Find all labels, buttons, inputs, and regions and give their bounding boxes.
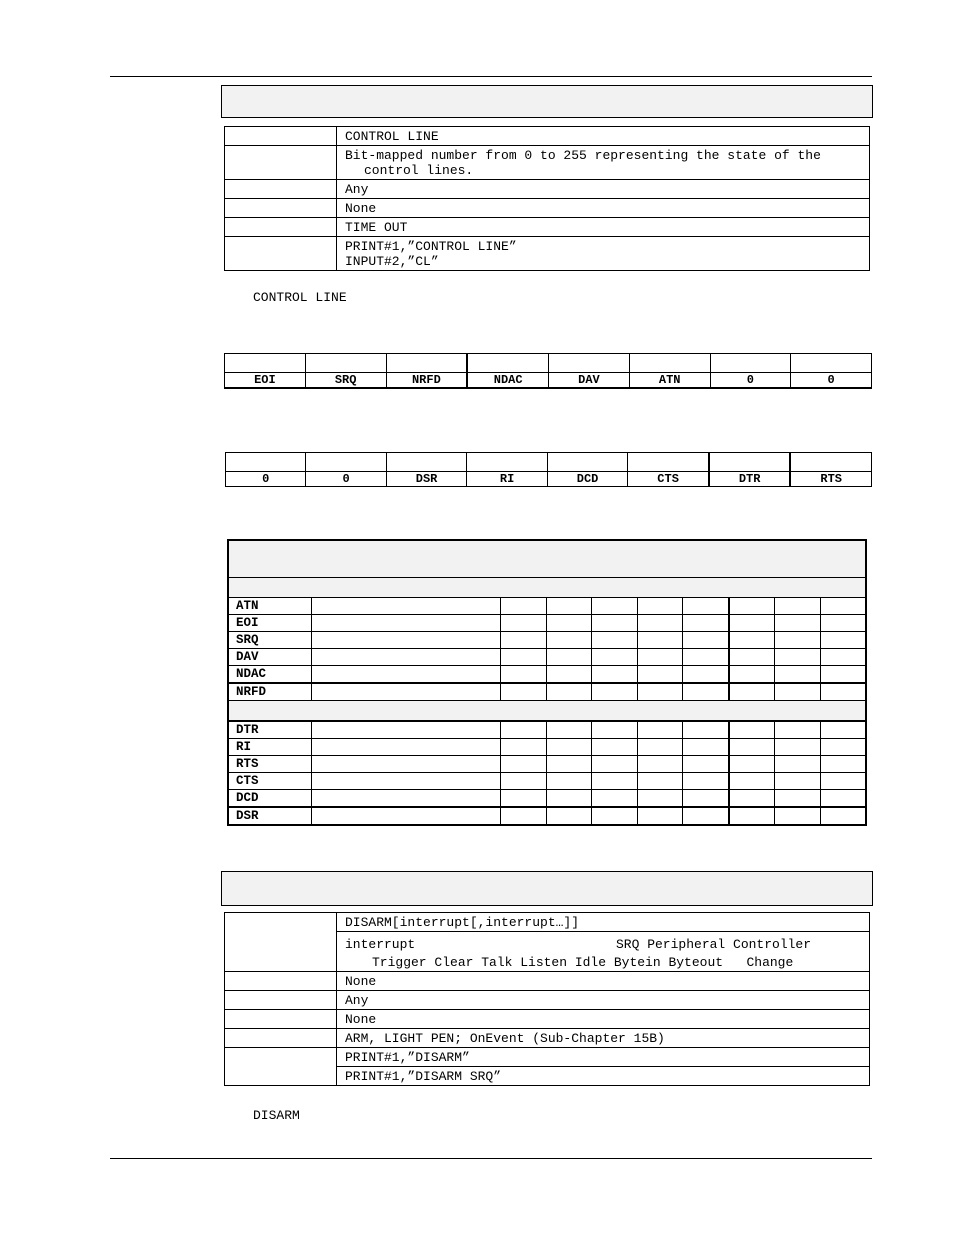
line-name: DCD: [228, 790, 312, 808]
bit-cell: DSR: [386, 472, 467, 487]
table-cell: [637, 721, 682, 739]
table-cell: [820, 632, 866, 649]
table-cell: [729, 756, 775, 773]
mode-value: Any: [337, 991, 870, 1010]
table-cell: [683, 807, 729, 825]
table-cell: [683, 598, 729, 615]
table-cell: [312, 756, 501, 773]
table-cell: [225, 1029, 337, 1048]
table-cell: [225, 199, 337, 218]
syntax-value: CONTROL LINE: [337, 127, 870, 146]
table-cell: [312, 666, 501, 684]
table-cell: [501, 683, 546, 701]
table-cell: [683, 666, 729, 684]
syntax-value: DISARM[interrupt[,interrupt…]]: [337, 913, 870, 932]
control-line-paragraph-keyword: CONTROL LINE: [253, 290, 347, 305]
table-cell: [467, 453, 547, 472]
table-cell: [729, 615, 775, 632]
table-cell: [546, 807, 591, 825]
table-cell: [710, 354, 791, 373]
table-cell: [501, 598, 546, 615]
table-cell: [501, 666, 546, 684]
line-name: NRFD: [228, 683, 312, 701]
table-cell: [592, 666, 637, 684]
table-cell: [592, 773, 637, 790]
table-cell: [546, 666, 591, 684]
table-cell: [312, 773, 501, 790]
table-cell: [629, 354, 710, 373]
table-cell: [592, 756, 637, 773]
table-cell: [306, 453, 386, 472]
table-cell: [546, 790, 591, 808]
table-cell: [820, 756, 866, 773]
table-cell: [775, 666, 820, 684]
table-cell: [775, 632, 820, 649]
table-cell: [225, 146, 337, 180]
table-cell: [228, 540, 866, 578]
table-cell: [775, 721, 820, 739]
table-cell: [683, 790, 729, 808]
table-cell: [637, 807, 682, 825]
table-cell: [549, 354, 630, 373]
table-cell: [820, 649, 866, 666]
control-line-spec-table: [224, 126, 870, 271]
table-cell: [729, 807, 775, 825]
bit-cell: 0: [710, 373, 791, 389]
table-cell: [775, 649, 820, 666]
table-cell: [546, 739, 591, 756]
table-cell: [225, 237, 337, 271]
table-cell: [225, 180, 337, 199]
table-cell: [501, 739, 546, 756]
bit-cell: NRFD: [386, 373, 467, 389]
table-cell: [501, 807, 546, 825]
table-cell: [312, 721, 501, 739]
table-cell: [729, 739, 775, 756]
table-cell: [312, 790, 501, 808]
table-cell: [790, 453, 871, 472]
line-name: DTR: [228, 721, 312, 739]
table-cell: [546, 632, 591, 649]
bus-states-value: None: [337, 1010, 870, 1029]
header-rule: [110, 76, 872, 77]
response-value: Bit-mapped number from 0 to 255 representing the state of the control lines.: [337, 146, 870, 180]
disarm-spec-table: [224, 912, 870, 1086]
table-cell: [592, 790, 637, 808]
bit-cell: DAV: [549, 373, 630, 389]
table-cell: [637, 615, 682, 632]
bit-cell: DTR: [709, 472, 791, 487]
table-cell: [729, 773, 775, 790]
table-cell: [312, 649, 501, 666]
table-cell: [546, 756, 591, 773]
table-cell: [775, 756, 820, 773]
table-cell: [683, 756, 729, 773]
table-cell: [225, 1048, 337, 1086]
table-cell: [683, 649, 729, 666]
table-cell: [683, 632, 729, 649]
table-cell: [312, 807, 501, 825]
table-cell: [501, 756, 546, 773]
table-cell: [775, 598, 820, 615]
table-cell: [305, 354, 386, 373]
table-cell: [820, 721, 866, 739]
table-cell: [683, 683, 729, 701]
table-cell: [637, 790, 682, 808]
table-cell: [225, 991, 337, 1010]
table-cell: [729, 790, 775, 808]
table-cell: [501, 615, 546, 632]
table-cell: [820, 615, 866, 632]
control-line-state-table: [227, 539, 867, 826]
table-cell: [775, 739, 820, 756]
bit-cell: EOI: [225, 373, 306, 389]
table-cell: [637, 649, 682, 666]
table-cell: [729, 649, 775, 666]
table-cell: [546, 773, 591, 790]
see-also-value: TIME OUT: [337, 218, 870, 237]
table-cell: [820, 807, 866, 825]
table-cell: [592, 598, 637, 615]
table-cell: [820, 598, 866, 615]
table-cell: [546, 615, 591, 632]
bit-cell: 0: [791, 373, 872, 389]
control-line-banner: [221, 85, 873, 118]
table-cell: [592, 683, 637, 701]
table-cell: [312, 632, 501, 649]
bit-cell: RI: [467, 472, 547, 487]
table-cell: [775, 807, 820, 825]
table-cell: [683, 773, 729, 790]
disarm-banner: [221, 871, 873, 906]
table-cell: [501, 773, 546, 790]
response-value: None: [337, 972, 870, 991]
table-cell: [729, 666, 775, 684]
see-also-value: ARM, LIGHT PEN; OnEvent (Sub-Chapter 15B): [337, 1029, 870, 1048]
table-cell: [592, 649, 637, 666]
bit-cell: CTS: [628, 472, 709, 487]
table-cell: [709, 453, 791, 472]
table-cell: [501, 649, 546, 666]
table-cell: [312, 615, 501, 632]
footer-rule: [110, 1158, 872, 1159]
table-cell: [637, 773, 682, 790]
table-cell: [592, 632, 637, 649]
line-name: CTS: [228, 773, 312, 790]
table-cell: [225, 972, 337, 991]
bit-cell: 0: [226, 472, 306, 487]
mode-value: Any: [337, 180, 870, 199]
table-cell: [791, 354, 872, 373]
table-cell: [820, 666, 866, 684]
bit-cell: SRQ: [305, 373, 386, 389]
table-cell: [312, 739, 501, 756]
table-cell: [775, 773, 820, 790]
table-cell: [729, 721, 775, 739]
bit-cell: RTS: [790, 472, 871, 487]
table-cell: [501, 721, 546, 739]
table-cell: [775, 615, 820, 632]
line-name: ATN: [228, 598, 312, 615]
table-cell: [226, 453, 306, 472]
table-cell: [225, 127, 337, 146]
table-cell: [386, 453, 467, 472]
example-value: PRINT#1,”DISARM”: [337, 1048, 870, 1067]
table-cell: [637, 756, 682, 773]
table-cell: [729, 632, 775, 649]
serial-bit-map-table: [225, 452, 872, 487]
table-cell: [820, 790, 866, 808]
table-cell: [637, 666, 682, 684]
table-cell: [225, 218, 337, 237]
table-cell: [592, 807, 637, 825]
bit-cell: ATN: [629, 373, 710, 389]
table-cell: [729, 683, 775, 701]
bit-cell: DCD: [547, 472, 628, 487]
disarm-paragraph-keyword: DISARM: [253, 1108, 300, 1123]
table-cell: [683, 721, 729, 739]
table-cell: [546, 683, 591, 701]
table-cell: [637, 739, 682, 756]
table-cell: [386, 354, 467, 373]
table-cell: [501, 632, 546, 649]
table-cell: [546, 649, 591, 666]
table-cell: [628, 453, 709, 472]
table-cell: [820, 739, 866, 756]
table-cell: [592, 615, 637, 632]
table-cell: [729, 598, 775, 615]
examples-value: PRINT#1,”CONTROL LINE” INPUT#2,”CL”: [337, 237, 870, 271]
table-cell: [637, 683, 682, 701]
table-cell: [592, 739, 637, 756]
table-cell: [637, 632, 682, 649]
table-cell: [225, 1010, 337, 1029]
table-cell: [775, 790, 820, 808]
parameter-value: interrupt SRQ Peripheral Controller Trigger Clear Talk Listen Idle Bytein Byteout Change: [337, 932, 870, 972]
table-cell: [820, 683, 866, 701]
table-cell: [467, 354, 548, 373]
table-cell: [683, 615, 729, 632]
bus-states-value: None: [337, 199, 870, 218]
table-cell: [683, 739, 729, 756]
line-name: EOI: [228, 615, 312, 632]
line-name: SRQ: [228, 632, 312, 649]
line-name: DAV: [228, 649, 312, 666]
table-cell: [228, 701, 866, 722]
table-cell: [225, 354, 306, 373]
table-cell: [820, 773, 866, 790]
table-cell: [546, 598, 591, 615]
line-name: RTS: [228, 756, 312, 773]
table-cell: [312, 598, 501, 615]
ieee-bit-map-table: [224, 353, 872, 389]
line-name: NDAC: [228, 666, 312, 684]
table-cell: [546, 721, 591, 739]
line-name: RI: [228, 739, 312, 756]
table-cell: [501, 790, 546, 808]
table-cell: [775, 683, 820, 701]
table-cell: [228, 578, 866, 598]
table-cell: [637, 598, 682, 615]
example-value: PRINT#1,”DISARM SRQ”: [337, 1067, 870, 1086]
bit-cell: 0: [306, 472, 386, 487]
table-cell: [312, 683, 501, 701]
bit-cell: NDAC: [467, 373, 548, 389]
line-name: DSR: [228, 807, 312, 825]
table-cell: [547, 453, 628, 472]
table-cell: [225, 913, 337, 972]
table-cell: [592, 721, 637, 739]
